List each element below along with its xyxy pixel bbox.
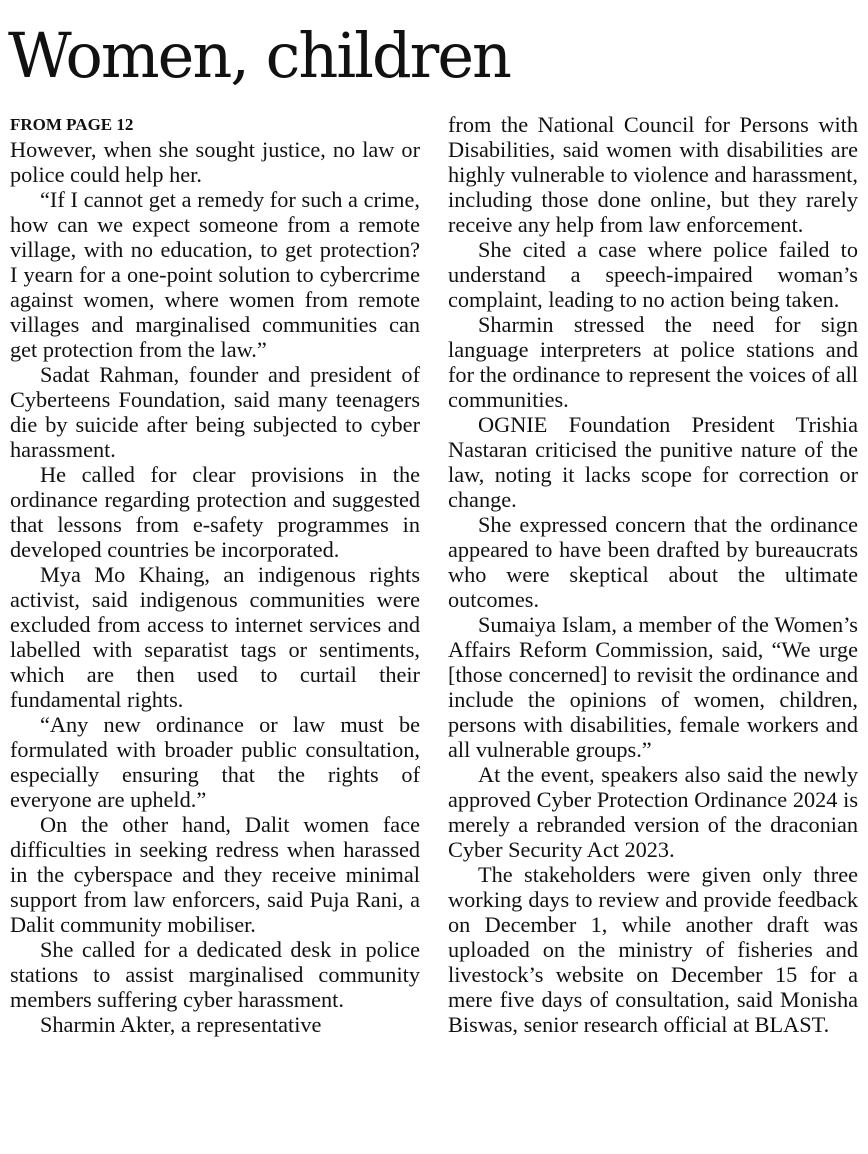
paragraph: She expressed concern that the ordinance appeared to have been drafted by bureaucrats who were skeptical about the ultimate outcomes. bbox=[448, 512, 858, 612]
paragraph: The stakeholders were given only three working days to review and provide feedback on December 1, while another draft was uploaded on the ministry of fisheries and livestock’s website on December 15 for a mere five days of consultation, said Monisha Biswas, senior research official at BLAST. bbox=[448, 862, 858, 1037]
paragraph: She cited a case where police failed to understand a speech-impaired woman’s complaint, leading to no action being taken. bbox=[448, 237, 858, 312]
paragraph: However, when she sought justice, no law or police could help her. bbox=[10, 137, 420, 187]
paragraph: Sumaiya Islam, a member of the Women’s Affairs Reform Commission, said, “We urge [those concerned] to revisit the ordinance and include the opinions of women, children, persons with disabilities, female workers and all vulnerable groups.” bbox=[448, 612, 858, 762]
paragraph: from the National Council for Persons with Disabilities, said women with disabilities are highly vulnerable to violence and harassment, including those done online, but they rarely receive any help from law enforcement. bbox=[448, 112, 858, 237]
article-column-left bbox=[10, 112, 420, 1037]
paragraph: Sharmin stressed the need for sign language interpreters at police stations and for the ordinance to represent the voices of all communities. bbox=[448, 312, 858, 412]
paragraph: Mya Mo Khaing, an indigenous rights activist, said indigenous communities were excluded from access to internet services and labelled with separatist tags or sentiments, which are then used to curtail their fundamental rights. bbox=[10, 562, 420, 712]
paragraph: She called for a dedicated desk in police stations to assist marginalised community members suffering cyber harassment. bbox=[10, 937, 420, 1012]
paragraph: Sadat Rahman, founder and president of Cyberteens Foundation, said many teenagers die by suicide after being subjected to cyber harassment. bbox=[10, 362, 420, 462]
paragraph: “Any new ordinance or law must be formulated with broader public consultation, especially ensuring that the rights of everyone are upheld.” bbox=[10, 712, 420, 812]
article-column-right bbox=[448, 112, 858, 1037]
paragraph: OGNIE Foundation President Trishia Nastaran criticised the punitive nature of the law, noting it lacks scope for correction or change. bbox=[448, 412, 858, 512]
paragraph: “If I cannot get a remedy for such a crime, how can we expect someone from a remote village, with no education, to get protection? I yearn for a one-point solution to cybercrime against women, where women from remote villages and marginalised communities can get protection from the law.” bbox=[10, 187, 420, 362]
paragraph: He called for clear provisions in the ordinance regarding protection and suggested that lessons from e-safety programmes in developed countries be incorporated. bbox=[10, 462, 420, 562]
headline: Women, children bbox=[8, 19, 510, 92]
paragraph: Sharmin Akter, a representative bbox=[40, 1012, 322, 1037]
paragraph: At the event, speakers also said the newly approved Cyber Protection Ordinance 2024 is merely a rebranded version of the draconian Cyber Security Act 2023. bbox=[448, 762, 858, 862]
paragraph: On the other hand, Dalit women face difficulties in seeking redress when harassed in the cyberspace and they receive minimal support from law enforcers, said Puja Rani, a Dalit community mobiliser. bbox=[10, 812, 420, 937]
continuation-kicker: FROM PAGE 12 bbox=[10, 115, 134, 134]
